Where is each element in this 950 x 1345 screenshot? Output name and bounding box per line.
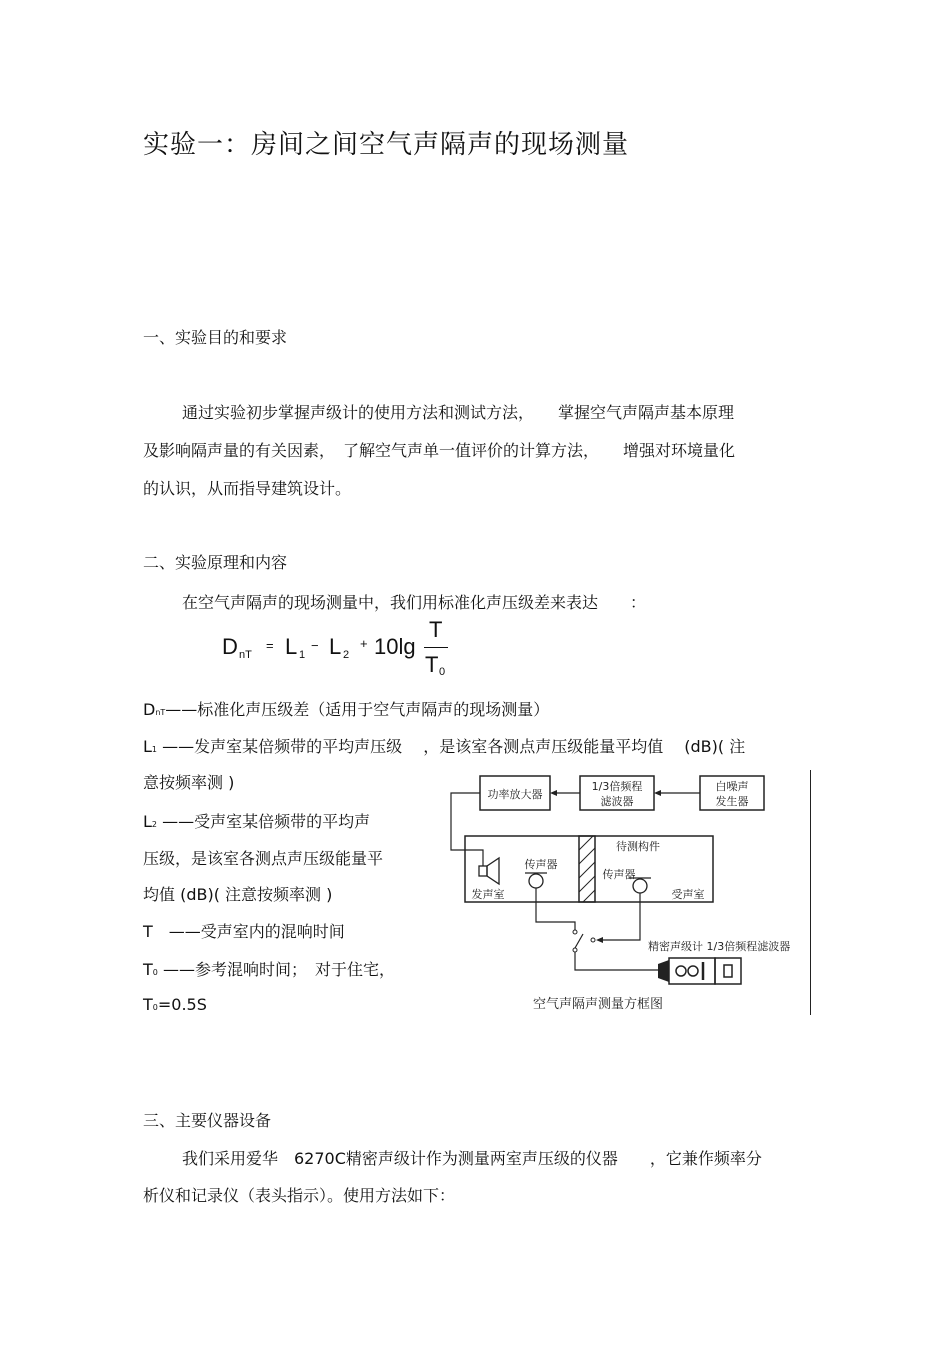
def-t — [143, 919, 345, 942]
wire-switch-meter — [575, 952, 658, 970]
wire-amp-speaker — [451, 793, 483, 866]
wall-hatching — [579, 836, 595, 902]
def-t0 — [143, 957, 395, 980]
filter-label-2: 滤波器 — [600, 795, 634, 808]
test-member-label: 待测构件 — [616, 840, 660, 853]
def-symbol: L — [143, 737, 152, 756]
def-subscript: 1 — [151, 745, 158, 754]
arrowhead-icon — [550, 790, 557, 796]
mic-right-label: 传声器 — [602, 868, 636, 881]
def-subscript: 2 — [151, 820, 158, 829]
def-symbol: T — [143, 922, 153, 941]
switch-contact-icon — [573, 930, 577, 934]
diagram-caption: 空气声隔声测量方框图 — [533, 997, 664, 1012]
formula-l1: L — [285, 634, 298, 659]
def-dnt — [143, 697, 549, 720]
def-symbol: L — [143, 812, 152, 831]
section3-line-1: 我们采用爱华 6270C精密声级计作为测量两室声压级的仪器 ，它兼作频率分 — [182, 1149, 762, 1168]
formula-l1-sub: 1 — [299, 649, 306, 661]
meter-label: 精密声级计 1/3倍频程滤波器 — [648, 940, 791, 953]
formula-d-sub: nT — [239, 649, 252, 661]
microphone-icon — [529, 874, 543, 888]
switch-lever-icon — [575, 934, 583, 948]
def-subscript: 0 — [152, 1003, 158, 1012]
formula-dnt — [222, 617, 462, 680]
section1-line-3: 的认识，从而指导建筑设计。 — [143, 479, 352, 498]
section3-heading: 三、主要仪器设备 — [143, 1111, 272, 1130]
def-symbol: T — [143, 960, 153, 979]
def-symbol: D — [143, 700, 156, 719]
section1-line-1: 通过实验初步掌握声级计的使用方法和测试方法， 掌握空气声隔声基本原理 — [182, 403, 735, 422]
arrowhead-icon — [596, 937, 603, 943]
def-text: =0.5S — [157, 995, 207, 1014]
loudspeaker-icon — [479, 858, 499, 884]
measurement-block-diagram — [443, 770, 813, 1015]
arrowhead-icon — [654, 790, 661, 796]
def-subscript: nT — [155, 708, 166, 717]
formula-coef: 10lg — [374, 634, 416, 659]
formula-plus: + — [360, 636, 368, 651]
formula-den: T — [425, 652, 439, 677]
power-amp-label: 功率放大器 — [487, 788, 543, 801]
section2-intro: 在空气声隔声的现场测量中，我们用标准化声压级差来表达 ： — [182, 593, 647, 612]
noise-label-1: 白噪声 — [715, 780, 749, 793]
receive-room-label: 受声室 — [671, 888, 705, 901]
formula-l2-sub: 2 — [343, 649, 350, 661]
def-text: ——标准化声压级差（适用于空气声隔声的现场测量） — [165, 700, 550, 719]
formula-eq: = — [266, 638, 274, 653]
def-l1-cont: 意按频率测 ) — [143, 773, 235, 792]
diagram-right-border — [810, 770, 811, 1015]
section1-heading: 一、实验目的和要求 — [143, 328, 288, 347]
switch-contact-icon — [573, 948, 577, 952]
def-symbol: T — [143, 995, 153, 1014]
formula-num: T — [429, 617, 443, 642]
formula-minus: − — [311, 638, 319, 653]
def-subscript: 0 — [152, 968, 158, 977]
def-l1 — [143, 734, 745, 757]
page-title: 实验一：房间之间空气声隔声的现场测量 — [143, 130, 630, 160]
source-room-label: 发声室 — [471, 888, 505, 901]
switch-contact-icon — [591, 938, 595, 942]
noise-label-2: 发生器 — [715, 795, 749, 808]
def-l2 — [143, 809, 370, 832]
wire-mic-left — [536, 888, 575, 930]
wire-mic-right — [598, 893, 640, 940]
filter-label-1: 1/3倍频程 — [591, 780, 643, 793]
formula-den-sub: 0 — [439, 666, 446, 678]
microphone-icon — [633, 879, 647, 893]
formula-l2: L — [329, 634, 342, 659]
def-l2-cont-1: 压级，是该室各测点声压级能量平 — [143, 849, 384, 868]
mic-left-label: 传声器 — [524, 858, 558, 871]
section1-line-2: 及影响隔声量的有关因素， 了解空气声单一值评价的计算方法， 增强对环境量化 — [143, 441, 736, 460]
sound-level-meter-icon — [658, 958, 741, 984]
section2-heading: 二、实验原理和内容 — [143, 553, 288, 572]
def-text: ——受声室内的混响时间 — [152, 922, 345, 941]
formula-d: D — [222, 634, 238, 659]
section3-line-2: 析仪和记录仪（表头指示）。使用方法如下： — [143, 1186, 456, 1205]
def-l2-cont-2: 均值 (dB)( 注意按频率测 ) — [143, 885, 333, 904]
def-t0-value — [143, 995, 207, 1014]
def-text: ——受声室某倍频带的平均声 — [157, 812, 371, 831]
formula-fraction-line — [424, 647, 448, 648]
def-text: ——参考混响时间； 对于住宅， — [157, 960, 395, 979]
def-text: ——发声室某倍频带的平均声压级 ，是该室各测点声压级能量平均值 (dB)( 注 — [157, 737, 746, 756]
